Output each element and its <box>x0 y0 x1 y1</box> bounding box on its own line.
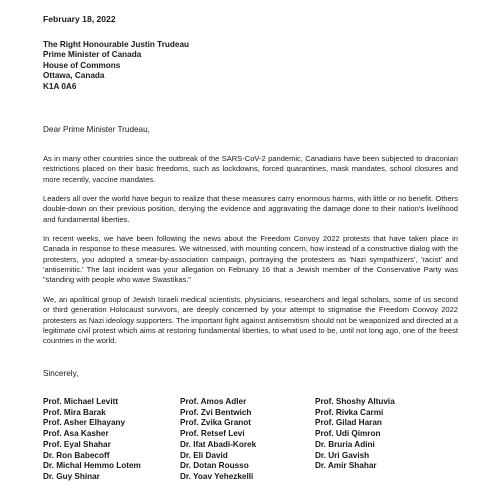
body-paragraph: As in many other countries since the outbreak of the SARS-CoV-2 pandemic, Canadians have been subjected to draconian restrictions placed on their basic freedoms, such as lockdowns, forced quarantines, mask mandates, school closures and more recently, vaccine mandates. <box>43 154 458 184</box>
signers-column-2 <box>180 397 256 483</box>
address-line: The Right Honourable Justin Trudeau <box>43 40 190 49</box>
signer-name: Prof. Zvika Granot <box>180 418 251 428</box>
body-paragraph: In recent weeks, we have been following the news about the Freedom Convoy 2022 protests that have taken place in Canada in response to these measures. We witnessed, with mounting concern, how instead of a constructive dialog with the protesters, you adopted a smear-by-association campaign, portraying the protesters as 'Nazi sympathizers', 'racist' and 'antisemitic.' The last incident was your allegation on February 16 that a Jewish member of the Conservative Party was "standing with people who wave Swastikas." <box>43 234 458 285</box>
address-line: Ottawa, Canada <box>43 71 105 81</box>
signers-column-1 <box>43 397 141 483</box>
signer-name: Dr. Eli David <box>180 450 228 460</box>
signer-name: Dr. Ifat Abadi-Korek <box>180 439 257 449</box>
body-paragraph: We, an apolitical group of Jewish Israeli medical scientists, physicians, researchers and legal scholars, some of us second or third generation Holocaust survivors, are deeply concerned by your attempt to stigmatise the Freedom Convoy 2022 protesters as Nazi ideology supporters. The important fight against antisemitism should not be weaponized and directed at a legitimate civil protest which aims at restoring fundamental liberties, to what used to be, until not long ago, one of the freest countries in the world. <box>43 295 458 346</box>
address-line: House of Commons <box>43 60 121 70</box>
signer-name: Dr. Guy Shinar <box>43 471 100 481</box>
signer-name: Prof. Asher Elhayany <box>43 418 126 428</box>
signer-name: Prof. Gilad Haran <box>315 418 382 428</box>
signer-name: Dr. Ron Babecoff <box>43 450 110 460</box>
signer-name: Dr. Uri Gavish <box>315 450 370 460</box>
salutation: Dear Prime Minister Trudeau, <box>43 125 150 134</box>
recipient-address <box>43 40 189 92</box>
address-line: Prime Minister of Canada <box>43 50 142 60</box>
signer-name: Dr. Amir Shahar <box>315 461 377 471</box>
signer-name: Prof. Udi Qimron <box>315 429 381 439</box>
signer-name: Dr. Yoav Yehezkelli <box>180 471 254 481</box>
signer-name: Dr. Dotan Rousso <box>180 461 249 471</box>
signer-name: Prof. Zvi Bentwich <box>180 407 252 417</box>
signer-name: Prof. Rivka Carmi <box>315 407 384 417</box>
signer-name: Prof. Amos Adler <box>180 397 247 406</box>
signer-name: Prof. Retsef Levi <box>180 429 245 439</box>
signer-name: Prof. Shoshy Altuvia <box>315 397 395 406</box>
body-paragraph: Leaders all over the world have begun to realize that these measures carry enormous harms, with little or no benefit. Others double-down on their previous position, denying the evidence and aggravating the damage done to their nation's livelihood and fundamental liberties. <box>43 194 458 224</box>
letter-date: February 18, 2022 <box>43 14 116 24</box>
address-line: K1A 0A6 <box>43 81 77 91</box>
signer-name: Dr. Michal Hemmo Lotem <box>43 461 141 471</box>
signer-name: Prof. Michael Levitt <box>43 397 119 406</box>
signer-name: Prof. Eyal Shahar <box>43 439 111 449</box>
signer-name: Dr. Bruria Adini <box>315 439 375 449</box>
signer-name: Prof. Asa Kasher <box>43 429 109 439</box>
closing: Sincerely, <box>43 369 79 378</box>
signer-name: Prof. Mira Barak <box>43 407 106 417</box>
signers-column-3 <box>315 397 395 472</box>
